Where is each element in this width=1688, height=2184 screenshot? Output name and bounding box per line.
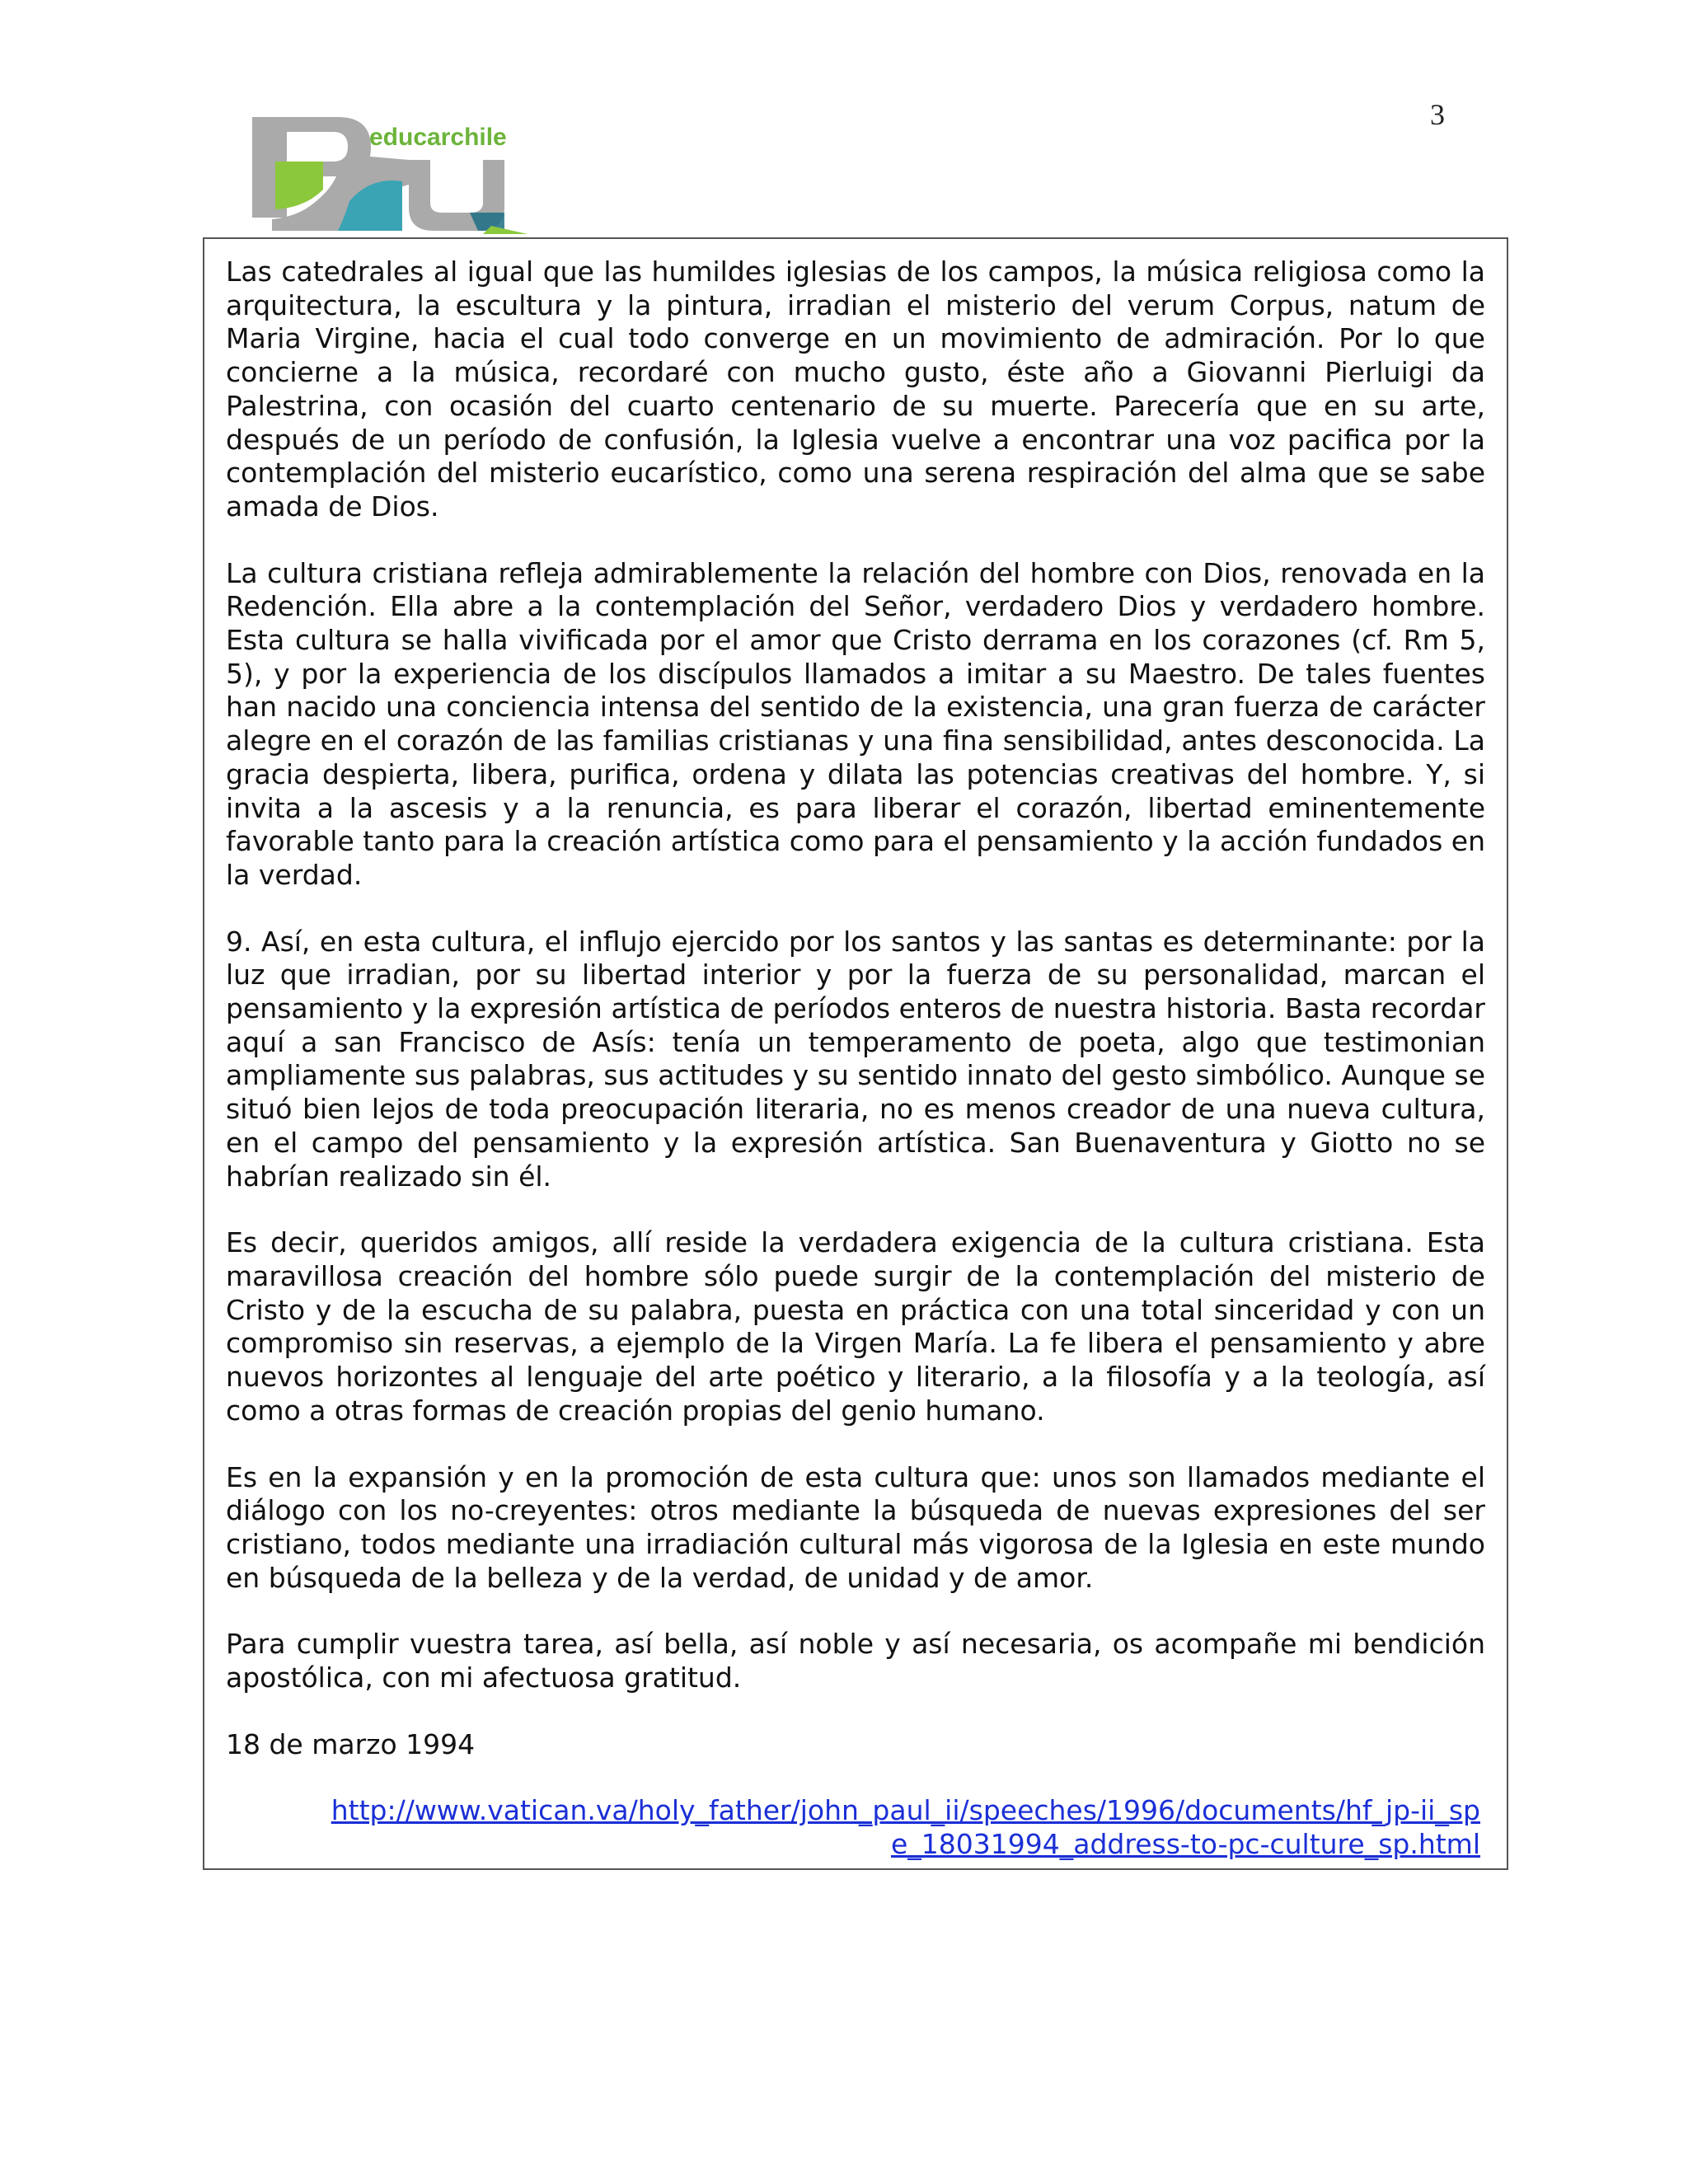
source-link[interactable]: http://www.vatican.va/holy_father/john_paul_ii/speeches/1996/documents/hf_jp-ii_spe_18031994_address-to-pc-culture_sp.html	[331, 1794, 1480, 1861]
logo-text: educarchile	[369, 124, 507, 151]
paragraph-saints-influence: 9. Así, en esta cultura, el influjo ejercido por los santos y las santas es determinante: por la luz que irradian, por su libertad interior y por la fuerza de su personalidad, marcan el pensamiento y la expresión artística de períodos enteros de nuestra historia. Basta recordar aquí a san Francisco de Asís: tenía un temperamento de poeta, algo que testimonian ampliamente sus palabras, sus actitudes y su sentido innato del gesto simbólico. Aunque se situó bien lejos de toda preocupación literaria, no es menos creador de una nueva cultura, en el campo del pensamiento y la expresión artística. San Buenaventura y Giotto no se habrían realizado sin él.	[226, 925, 1485, 1193]
document-body	[203, 237, 1508, 1870]
paragraph-christian-culture: La cultura cristiana refleja admirablemente la relación del hombre con Dios, renovada en la Redención. Ella abre a la contemplación del Señor, verdadero Dios y verdadero hombre. Esta cultura se halla vivificada por el amor que Cristo derrama en los corazones (cf. Rm 5, 5), y por la experiencia de los discípulos llamados a imitar a su Maestro. De tales fuentes han nacido una conciencia intensa del sentido de la existencia, una gran fuerza de carácter alegre en el corazón de las familias cristianas y una fina sensibilidad, antes desconocida. La gracia despierta, libera, purifica, ordena y dilata las potencias creativas del hombre. Y, si invita a la ascesis y a la renuncia, es para liberar el corazón, libertad eminentemente favorable tanto para la creación artística como para el pensamiento y la acción fundados en la verdad.	[226, 556, 1485, 891]
educarchile-psu-logo	[247, 110, 528, 234]
page-number: 3	[1430, 98, 1445, 131]
paragraph-expansion: Es en la expansión y en la promoción de esta cultura que: unos son llamados mediante el diálogo con los no-creyentes: otros mediante la búsqueda de nuevas expresiones del ser cristiano, todos mediante una irradiación cultural más vigorosa de la Iglesia en este mundo en búsqueda de la belleza y de la verdad, de unidad y de amor.	[226, 1460, 1485, 1594]
document-date: 18 de marzo 1994	[226, 1727, 476, 1760]
paragraph-cathedrals: Las catedrales al igual que las humildes iglesias de los campos, la música religiosa como la arquitectura, la escultura y la pintura, irradian el misterio del verum Corpus, natum de Maria Virgine, hacia el cual todo converge en un movimiento de admiración. Por lo que concierne a la música, recordaré con mucho gusto, éste año a Giovanni Pierluigi da Palestrina, con ocasión del cuarto centenario de su muerte. Parecería que en su arte, después de un período de confusión, la Iglesia vuelve a encontrar una voz pacifica por la contemplación del misterio eucarístico, como una serena respiración del alma que se sabe amada de Dios.	[226, 255, 1485, 523]
paragraph-true-demand: Es decir, queridos amigos, allí reside la verdadera exigencia de la cultura cristiana. Esta maravillosa creación del hombre sólo puede surgir de la contemplación del misterio de Cristo y de la escucha de su palabra, puesta en práctica con una total sinceridad y con un compromiso sin reservas, a ejemplo de la Virgen María. La fe libera el pensamiento y abre nuevos horizontes al lenguaje del arte poético y literario, a la filosofía y a la teología, así como a otras formas de creación propias del genio humano.	[226, 1226, 1485, 1427]
paragraph-blessing: Para cumplir vuestra tarea, así bella, así noble y así necesaria, os acompañe mi bendición apostólica, con mi afectuosa gratitud.	[226, 1628, 1485, 1694]
